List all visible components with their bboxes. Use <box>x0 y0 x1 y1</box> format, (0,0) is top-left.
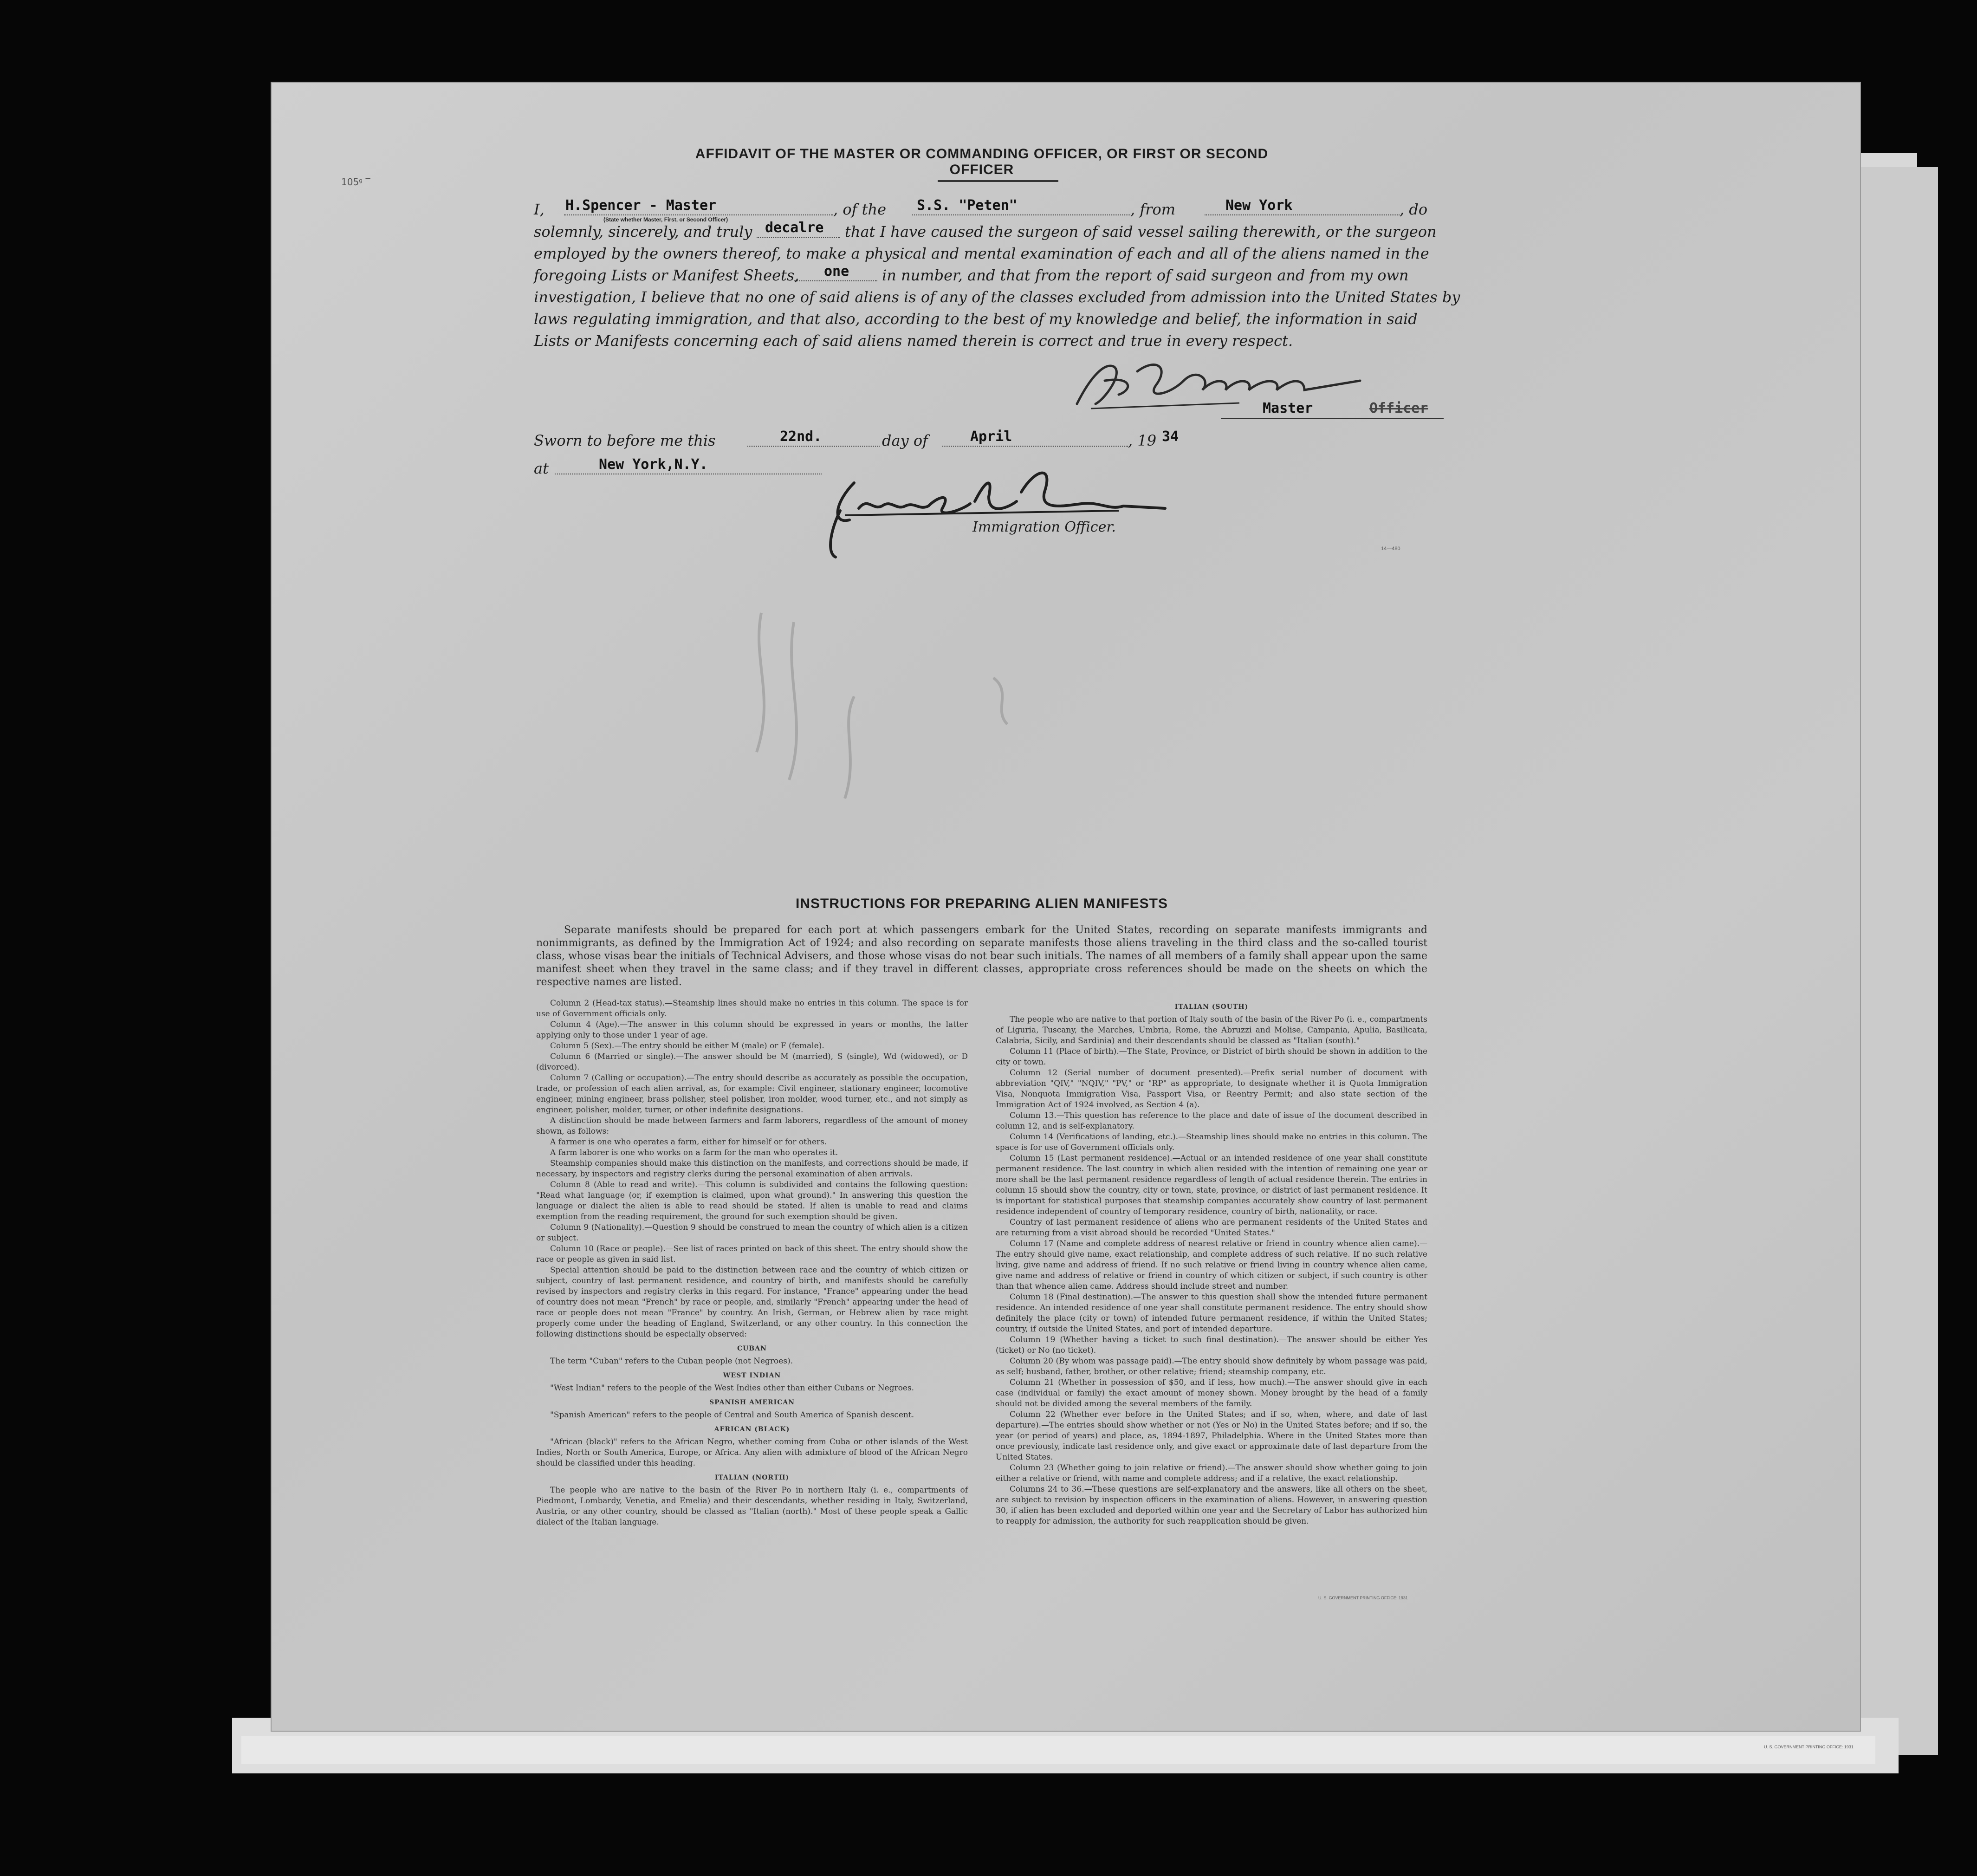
corner-page-mark: 105ᵍ ‾ <box>341 176 370 188</box>
instruction-paragraph: Column 12 (Serial number of document presented).—Prefix serial number of document with abbreviation "QIV," "NQIV," "PV," or "RP" as appropriate, to designate whether it is Quota Immigration Visa, Nonquota Immigration Visa, Passport Visa, or Reentry Permit; and also state section of the Immigration Act of 1924 involved, as Section 4 (a). <box>996 1068 1427 1110</box>
officer-blank <box>564 214 833 215</box>
month-blank <box>942 446 1128 447</box>
instruction-paragraph: Column 22 (Whether ever before in the United States; and if so, when, where, and date of last departure).—The entries should show whether or not (Yes or No) in the United States before; and if so, the year (or period of years) and place, as, 1894-1897, Philadelphia. Where in the United States more than once previously, indicate last residence only, and give exact or approximate date of last departure from the United States. <box>996 1410 1427 1462</box>
text-of-the: , of the <box>833 201 887 218</box>
section-heading: ITALIAN (SOUTH) <box>1174 1003 1249 1011</box>
instruction-paragraph: Special attention should be paid to the distinction between race and the country of which citizen or subject, country of last permanent residence, and country of birth, and manifests should be carefully revised by inspectors and registry clerks in this regard. For instance, "France" appearing under the head of country does not mean "French" by race or people, and, similarly "French" appearing under the head of race or people does not mean "France" by country. An Irish, German, or Hebrew alien by race might properly come under the heading of England, Switzerland, or any other country. In this connection the following distinctions should be especially observed: <box>536 1266 968 1339</box>
officer-name: H.Spencer - Master <box>565 197 717 214</box>
text-line-4b: in number, and that from the report of said surgeon and from my own <box>882 266 1409 284</box>
instruction-paragraph: Column 6 (Married or single).—The answer should be M (married), S (single), Wd (widowed), or D (divorced). <box>536 1052 968 1072</box>
ship-name: S.S. "Peten" <box>917 197 1018 214</box>
text-line-2: that I have caused the surgeon of said vessel sailing therewith, or the surgeon <box>845 223 1437 240</box>
text: I, <box>534 201 544 218</box>
sworn-year: 34 <box>1162 428 1179 445</box>
declare-word: decalre <box>765 220 824 236</box>
instruction-paragraph: Columns 24 to 36.—These questions are self-explanatory and the answers, like all others on the sheet, are subject to revision by inspection officers in the examination of aliens. However, in answering question 30, if alien has been excluded and deported within one year and the Secretary of Labor has authorized him to reapply for admission, the authority for such reapplication should be given. <box>996 1485 1427 1526</box>
text-from: , from <box>1130 201 1176 218</box>
instructions-intro: Separate manifests should be prepared for each port at which passengers embark for the United States, recording on separate manifests immigrants and nonimmigrants, as defined by the Immigration Act of 1924; and also recording on separate manifests those aliens traveling in the third class and the so-called tourist class, whose visas bear the initials of Technical Advisers, and those whose visas do not bear such initials. The names of all members of a family shall appear upon the same manifest sheet when they travel in the same class; and if they travel in different classes, appropriate cross references should be made on the sheets on which the respective names are listed. <box>536 924 1427 988</box>
immigration-officer-label: Immigration Officer. <box>972 519 1116 535</box>
title-rule <box>938 180 1058 182</box>
instruction-paragraph: Column 7 (Calling or occupation).—The entry should describe as accurately as possible the occupation, trade, or profession of each alien arrival, as, for example: Civil engineer, stationary engineer, locomotive engineer, mining engineer, brass polisher, steel polisher, iron molder, wood turner, etc., and not simply as engineer, polisher, molder, turner, or other indefinite designations. <box>536 1073 968 1115</box>
form-number: 14—480 <box>1381 546 1400 552</box>
instruction-paragraph: "African (black)" refers to the African Negro, whether coming from Cuba or other islands of the West Indies, North or South America, Europe, or Africa. Any alien with admixture of blood of the African Negro should be classified under this heading. <box>536 1437 968 1468</box>
section-heading: AFRICAN (BLACK) <box>714 1426 790 1433</box>
master-signature <box>1063 348 1388 418</box>
sworn-month: April <box>970 428 1012 445</box>
instructions-left-column <box>536 998 968 1528</box>
instruction-paragraph: The term "Cuban" refers to the Cuban people (not Negroes). <box>550 1357 793 1366</box>
instruction-paragraph: Column 20 (By whom was passage paid).—The entry should show definitely by whom passage was paid, as self; husband, father, brother, or other relative; friend; steamship company, etc. <box>996 1357 1427 1376</box>
instruction-paragraph: Column 2 (Head-tax status).—Steamship lines should make no entries in this column. The space is for use of Government officials only. <box>536 999 968 1019</box>
port-name: New York <box>1225 197 1293 214</box>
instruction-paragraph: Column 5 (Sex).—The entry should be either M (male) or F (female). <box>550 1041 824 1051</box>
printer-note-under: U. S. GOVERNMENT PRINTING OFFICE: 1931 <box>1764 1745 1854 1749</box>
ship-blank <box>912 214 1130 215</box>
instruction-paragraph: A distinction should be made between farmers and farm laborers, regardless of the amount of money shown, as follows: <box>536 1116 968 1136</box>
section-heading: ITALIAN (NORTH) <box>714 1474 790 1481</box>
text-line-3: employed by the owners thereof, to make a physical and mental examination of each and all of the aliens named in the <box>534 245 1429 262</box>
text-year-prefix: , 19 <box>1128 432 1157 449</box>
signature-struck-word: Officer <box>1369 400 1428 416</box>
text-line-6: laws regulating immigration, and that also, according to the best of my knowledge and belief, the information in said <box>534 310 1418 328</box>
instruction-paragraph: Column 18 (Final destination).—The answer to this question shall show the intended future permanent residence. An intended residence of one year shall constitute permanent residence. The entry should show definitely the place (city or town) of intended future permanent residence, if within the United States; country, if outside the United States, and port of intended departure. <box>996 1292 1427 1334</box>
text-day-of: day of <box>882 432 928 449</box>
text-solemnly: solemnly, sincerely, and truly <box>534 223 752 240</box>
instruction-paragraph: The people who are native to the basin of the River Po in northern Italy (i. e., compartments of Piedmont, Lombardy, Venetia, and Emelia) and their descendants, whether residing in Italy, Switzerland, Austria, or any other country, should be classed as "Italian (north)." Most of these people speak a Gallic dialect of the Italian language. <box>536 1486 968 1527</box>
instruction-paragraph: Column 13.—This question has reference to the place and date of issue of the document described in column 12, and is self-explanatory. <box>996 1111 1427 1131</box>
section-heading: WEST INDIAN <box>723 1372 781 1379</box>
printer-note: U. S. GOVERNMENT PRINTING OFFICE: 1931 <box>1318 1596 1408 1600</box>
text-do: , do <box>1400 201 1428 218</box>
officer-note: (State whether Master, First, or Second Officer) <box>603 216 728 223</box>
instruction-paragraph: The people who are native to that portion of Italy south of the basin of the River Po (i. e., compartments of Liguria, Tuscany, the Marches, Umbria, Rome, the Abruzzi and Molise, Campania, Apulia, Basilicata, Calabria, Sicily, and Sardinia) and their descendants should be classed as "Italian (south)." <box>996 1015 1427 1045</box>
page-stack-bottom <box>241 1736 1875 1764</box>
instruction-paragraph: Column 4 (Age).—The answer in this column should be expressed in years or months, the latter applying only to those under 1 year of age. <box>536 1020 968 1040</box>
affidavit-title: AFFIDAVIT OF THE MASTER OR COMMANDING OFFICER, OR FIRST OR SECOND OFFICER <box>695 146 1269 177</box>
number-of-sheets: one <box>824 263 849 279</box>
instruction-paragraph: Column 23 (Whether going to join relative or friend).—The answer should show whether going to join either a relative or friend, with name and complete address; and if a relative, the exact relationship. <box>996 1463 1427 1483</box>
instruction-paragraph: A farm laborer is one who works on a farm for the man who operates it. <box>550 1148 838 1157</box>
text-at: at <box>534 460 549 477</box>
instruction-paragraph: "Spanish American" refers to the people of Central and South America of Spanish descent. <box>550 1410 914 1420</box>
instructions-title: INSTRUCTIONS FOR PREPARING ALIEN MANIFESTS <box>795 896 1168 911</box>
immigration-officer-signature <box>822 464 1174 562</box>
signature-role: Master <box>1263 400 1313 416</box>
instruction-paragraph: Column 19 (Whether having a ticket to such final destination).—The answer should be either Yes (ticket) or No (no ticket). <box>996 1335 1427 1355</box>
section-heading: CUBAN <box>737 1345 767 1352</box>
instruction-paragraph: Column 15 (Last permanent residence).—Actual or an intended residence of one year shall constitute permanent residence. The last country in which alien resided with the intention of remaining one year or more shall be the last permanent residence regardless of length of actual residence therein. The entries in column 15 should show the country, city or town, state, province, or district of last permanent residence. It is important for statistical purposes that steamship companies accurately show country of last permanent residence independent of country of temporary residence, country of birth, nationality, or race. <box>996 1154 1427 1216</box>
instruction-paragraph: Column 10 (Race or people).—See list of races printed on back of this sheet. The entry should show the race or people as given in said list. <box>536 1244 968 1264</box>
instruction-paragraph: Column 9 (Nationality).—Question 9 should be construed to mean the country of which alien is a citizen or subject. <box>536 1223 968 1243</box>
instructions-right-column <box>996 998 1427 1527</box>
instruction-paragraph: Column 14 (Verifications of landing, etc.).—Steamship lines should make no entries in this column. The space is for use of Government officials only. <box>996 1132 1427 1152</box>
instruction-paragraph: Column 17 (Name and complete address of nearest relative or friend in country whence alien came).—The entry should give name, exact relationship, and complete address of such relative. If no such relative living, give name and address of friend. If no such relative or friend living in country whence alien came, give name and address of relative or friend in country of which citizen or subject, if such country is other than that whence alien came. Address should include street and number. <box>996 1239 1427 1291</box>
instruction-paragraph: Country of last permanent residence of aliens who are permanent residents of the United States and are returning from a visit abroad should be recorded "United States." <box>996 1218 1427 1238</box>
day-blank <box>747 446 880 447</box>
instruction-paragraph: A farmer is one who operates a farm, either for himself or for others. <box>550 1137 827 1147</box>
instruction-paragraph: Column 8 (Able to read and write).—This column is subdivided and contains the following question: "Read what language (or, if exemption is claimed, upon what ground)." In answering this question the language or dialect the alien is able to read should be stated. If alien is unable to read and claims exemption from the reading requirement, the ground for such exemption should be given. <box>536 1180 968 1221</box>
number-blank <box>794 280 877 281</box>
signature-line <box>1221 418 1444 419</box>
instruction-paragraph: Column 21 (Whether in possession of $50, and if less, how much).—The answer should give in each case (individual or family) the exact amount of money shown. Money brought by the head of a family should not be divided among the several members of the family. <box>996 1378 1427 1409</box>
sworn-place: New York,N.Y. <box>599 456 708 473</box>
affidavit-line-1 <box>534 201 544 218</box>
section-heading: SPANISH AMERICAN <box>709 1399 795 1406</box>
text-line-7: Lists or Manifests concerning each of said aliens named therein is correct and true in every respect. <box>534 332 1293 350</box>
text-sworn: Sworn to before me this <box>534 432 716 449</box>
text-line-5: investigation, I believe that no one of said aliens is of any of the classes excluded from admission into the United States by <box>534 288 1460 306</box>
instruction-paragraph: "West Indian" refers to the people of the West Indies other than either Cubans or Negroes. <box>550 1383 914 1393</box>
port-blank <box>1205 214 1400 215</box>
text-line-4a: foregoing Lists or Manifest Sheets, <box>534 266 799 284</box>
instruction-paragraph: Column 11 (Place of birth).—The State, Province, or District of birth should be shown in addition to the city or town. <box>996 1047 1427 1067</box>
declare-blank <box>757 237 840 238</box>
sworn-day: 22nd. <box>780 428 822 445</box>
instruction-paragraph: Steamship companies should make this distinction on the manifests, and corrections should be made, if necessary, by inspectors and registry clerks during the personal examination of alien arrivals. <box>536 1159 968 1179</box>
bleed-through-marks <box>733 604 1086 882</box>
